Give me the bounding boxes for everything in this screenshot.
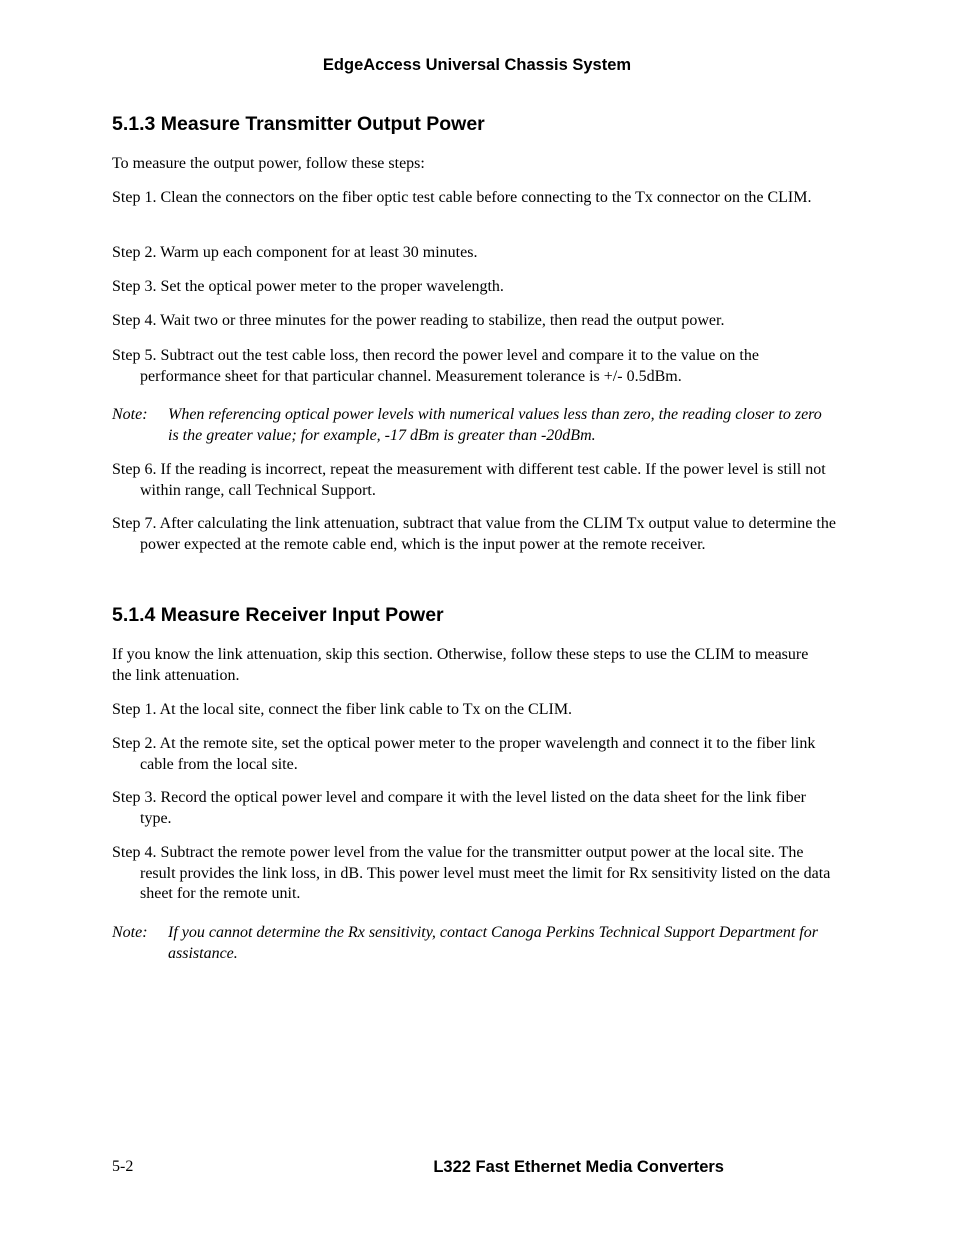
section-intro: If you know the link attenuation, skip this section. Otherwise, follow these steps to use the CLIM to measure the link attenuation. [112, 646, 809, 684]
section-heading-5-1-4: 5.1.4 Measure Receiver Input Power [112, 604, 444, 626]
step-item: Step 3. Set the optical power meter to the proper wavelength. [112, 278, 504, 295]
note-text: If you cannot determine the Rx sensitivity, contact Canoga Perkins Technical Support Department for assistance. [168, 924, 818, 962]
step-item: Step 2. At the remote site, set the optical power meter to the proper wavelength and connect it to the fiber link cable from the local site. [112, 735, 816, 773]
step-item: Step 6. If the reading is incorrect, repeat the measurement with different test cable. If the power level is still not within range, call Technical Support. [112, 461, 826, 499]
step-item: Step 2. Warm up each component for at least 30 minutes. [112, 244, 478, 261]
step-item: Step 4. Wait two or three minutes for the power reading to stabilize, then read the output power. [112, 312, 725, 329]
page-footer [112, 1158, 824, 1180]
note-label: Note: [112, 924, 148, 941]
note-block [112, 405, 824, 446]
note-block [112, 923, 824, 964]
page-number: 5-2 [112, 1158, 134, 1175]
step-item: Step 3. Record the optical power level and compare it with the level listed on the data sheet for the link fiber type. [112, 789, 806, 827]
section-heading-5-1-3: 5.1.3 Measure Transmitter Output Power [112, 113, 485, 135]
step-item: Step 7. After calculating the link attenuation, subtract that value from the CLIM Tx output value to determine the power expected at the remote cable end, which is the input power at the remote receiver. [112, 515, 836, 553]
step-item: Step 1. Clean the connectors on the fiber optic test cable before connecting to the Tx connector on the CLIM. [112, 189, 812, 206]
note-text: When referencing optical power levels with numerical values less than zero, the reading closer to zero is the greater value; for example, -17 dBm is greater than -20dBm. [168, 406, 822, 444]
footer-doc-title: L322 Fast Ethernet Media Converters [433, 1158, 724, 1176]
step-item: Step 1. At the local site, connect the fiber link cable to Tx on the CLIM. [112, 701, 573, 718]
note-label: Note: [112, 406, 148, 423]
step-item: Step 4. Subtract the remote power level from the value for the transmitter output power at the local site. The result provides the link loss, in dB. This power level must meet the limit for Rx sensitivity listed on the data sheet for the remote unit. [112, 844, 831, 902]
section-intro: To measure the output power, follow these steps: [112, 155, 425, 172]
running-header: EdgeAccess Universal Chassis System [322, 56, 632, 74]
step-item: Step 5. Subtract out the test cable loss, then record the power level and compare it to the value on the performance sheet for that particular channel. Measurement tolerance is +/- 0.5dBm. [112, 347, 759, 385]
